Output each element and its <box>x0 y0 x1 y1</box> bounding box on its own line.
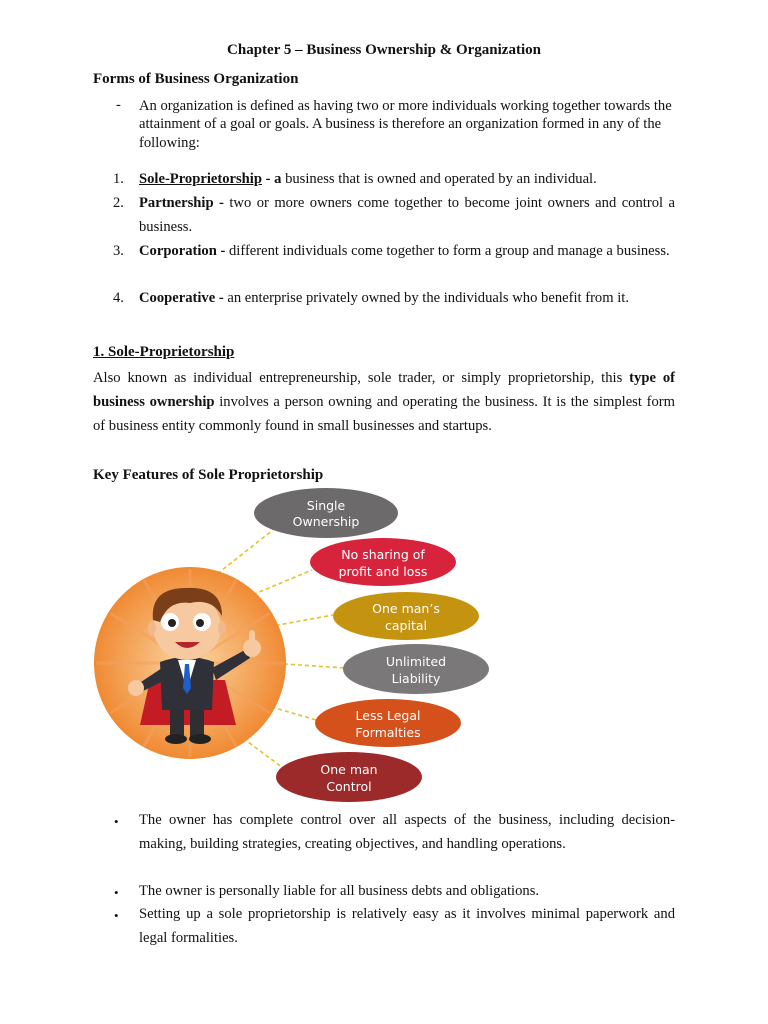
feature-line1: Less Legal <box>355 708 421 723</box>
feature-pill <box>310 538 456 586</box>
feature-line2: capital <box>385 618 427 633</box>
paragraph-text: involves a person owning and operating the business. It is the simplest form of business entity commonly found in small businesses and startups. <box>93 394 675 434</box>
form-separator: - a <box>261 171 282 187</box>
bullet-mark: • <box>114 814 119 829</box>
intro-paragraph: An organization is defined as having two or more individuals working together towards the attainment of a goal or goals. A business is therefore an organization formed in any of the following: <box>139 98 672 151</box>
form-term: Partnership - <box>139 195 224 211</box>
list-number: 3. <box>113 243 124 259</box>
feature-line1: One man <box>320 762 378 777</box>
bullet-mark: • <box>114 885 119 900</box>
form-description: two or more owners come together to become joint owners and control a business. <box>139 195 675 235</box>
feature-line1: Single <box>306 498 346 513</box>
form-description: business that is owned and operated by an individual. <box>281 171 597 187</box>
list-number: 2. <box>113 195 124 211</box>
bullet-text: The owner has complete control over all aspects of the business, including decision-making, building strategies, creating objectives, and handling operations. <box>139 812 675 852</box>
feature-line1: One man’s <box>372 601 440 616</box>
feature-line2: Ownership <box>292 514 360 529</box>
form-description: an enterprise privately owned by the individuals who benefit from it. <box>223 290 629 306</box>
feature-line2: profit and loss <box>338 564 428 579</box>
feature-line1: Unlimited <box>385 654 447 669</box>
paragraph-bold-text: type of business ownership <box>93 370 675 410</box>
list-number: 1. <box>113 171 124 187</box>
feature-line2: Control <box>326 779 372 794</box>
section-heading: 1. Sole-Proprietorship <box>93 344 235 360</box>
bullet-text: The owner is personally liable for all business debts and obligations. <box>139 883 540 899</box>
form-term: Corporation - <box>139 243 226 259</box>
feature-pill <box>315 699 461 747</box>
paragraph-text: Also known as individual entrepreneurship, sole trader, or simply proprietorship, this <box>93 370 630 386</box>
feature-pill <box>343 644 489 694</box>
form-term: Cooperative - <box>139 290 224 306</box>
feature-pill <box>276 752 422 802</box>
forms-heading: Forms of Business Organization <box>93 71 299 87</box>
bullet-text: Setting up a sole proprietorship is relatively easy as it involves minimal paperwork and legal formalities. <box>139 906 675 946</box>
intro-dash: - <box>116 97 121 113</box>
chapter-title: Chapter 5 – Business Ownership & Organization <box>227 42 541 58</box>
form-description: different individuals come together to form a group and manage a business. <box>225 243 670 259</box>
feature-line2: Formalties <box>355 725 421 740</box>
feature-pill <box>333 592 479 640</box>
list-number: 4. <box>113 290 124 306</box>
bullet-mark: • <box>114 908 119 923</box>
feature-line2: Liability <box>391 671 441 686</box>
features-heading: Key Features of Sole Proprietorship <box>93 467 324 483</box>
form-term: Sole-Proprietorship <box>139 171 262 187</box>
feature-line1: No sharing of <box>341 547 425 562</box>
feature-pill <box>254 488 398 538</box>
